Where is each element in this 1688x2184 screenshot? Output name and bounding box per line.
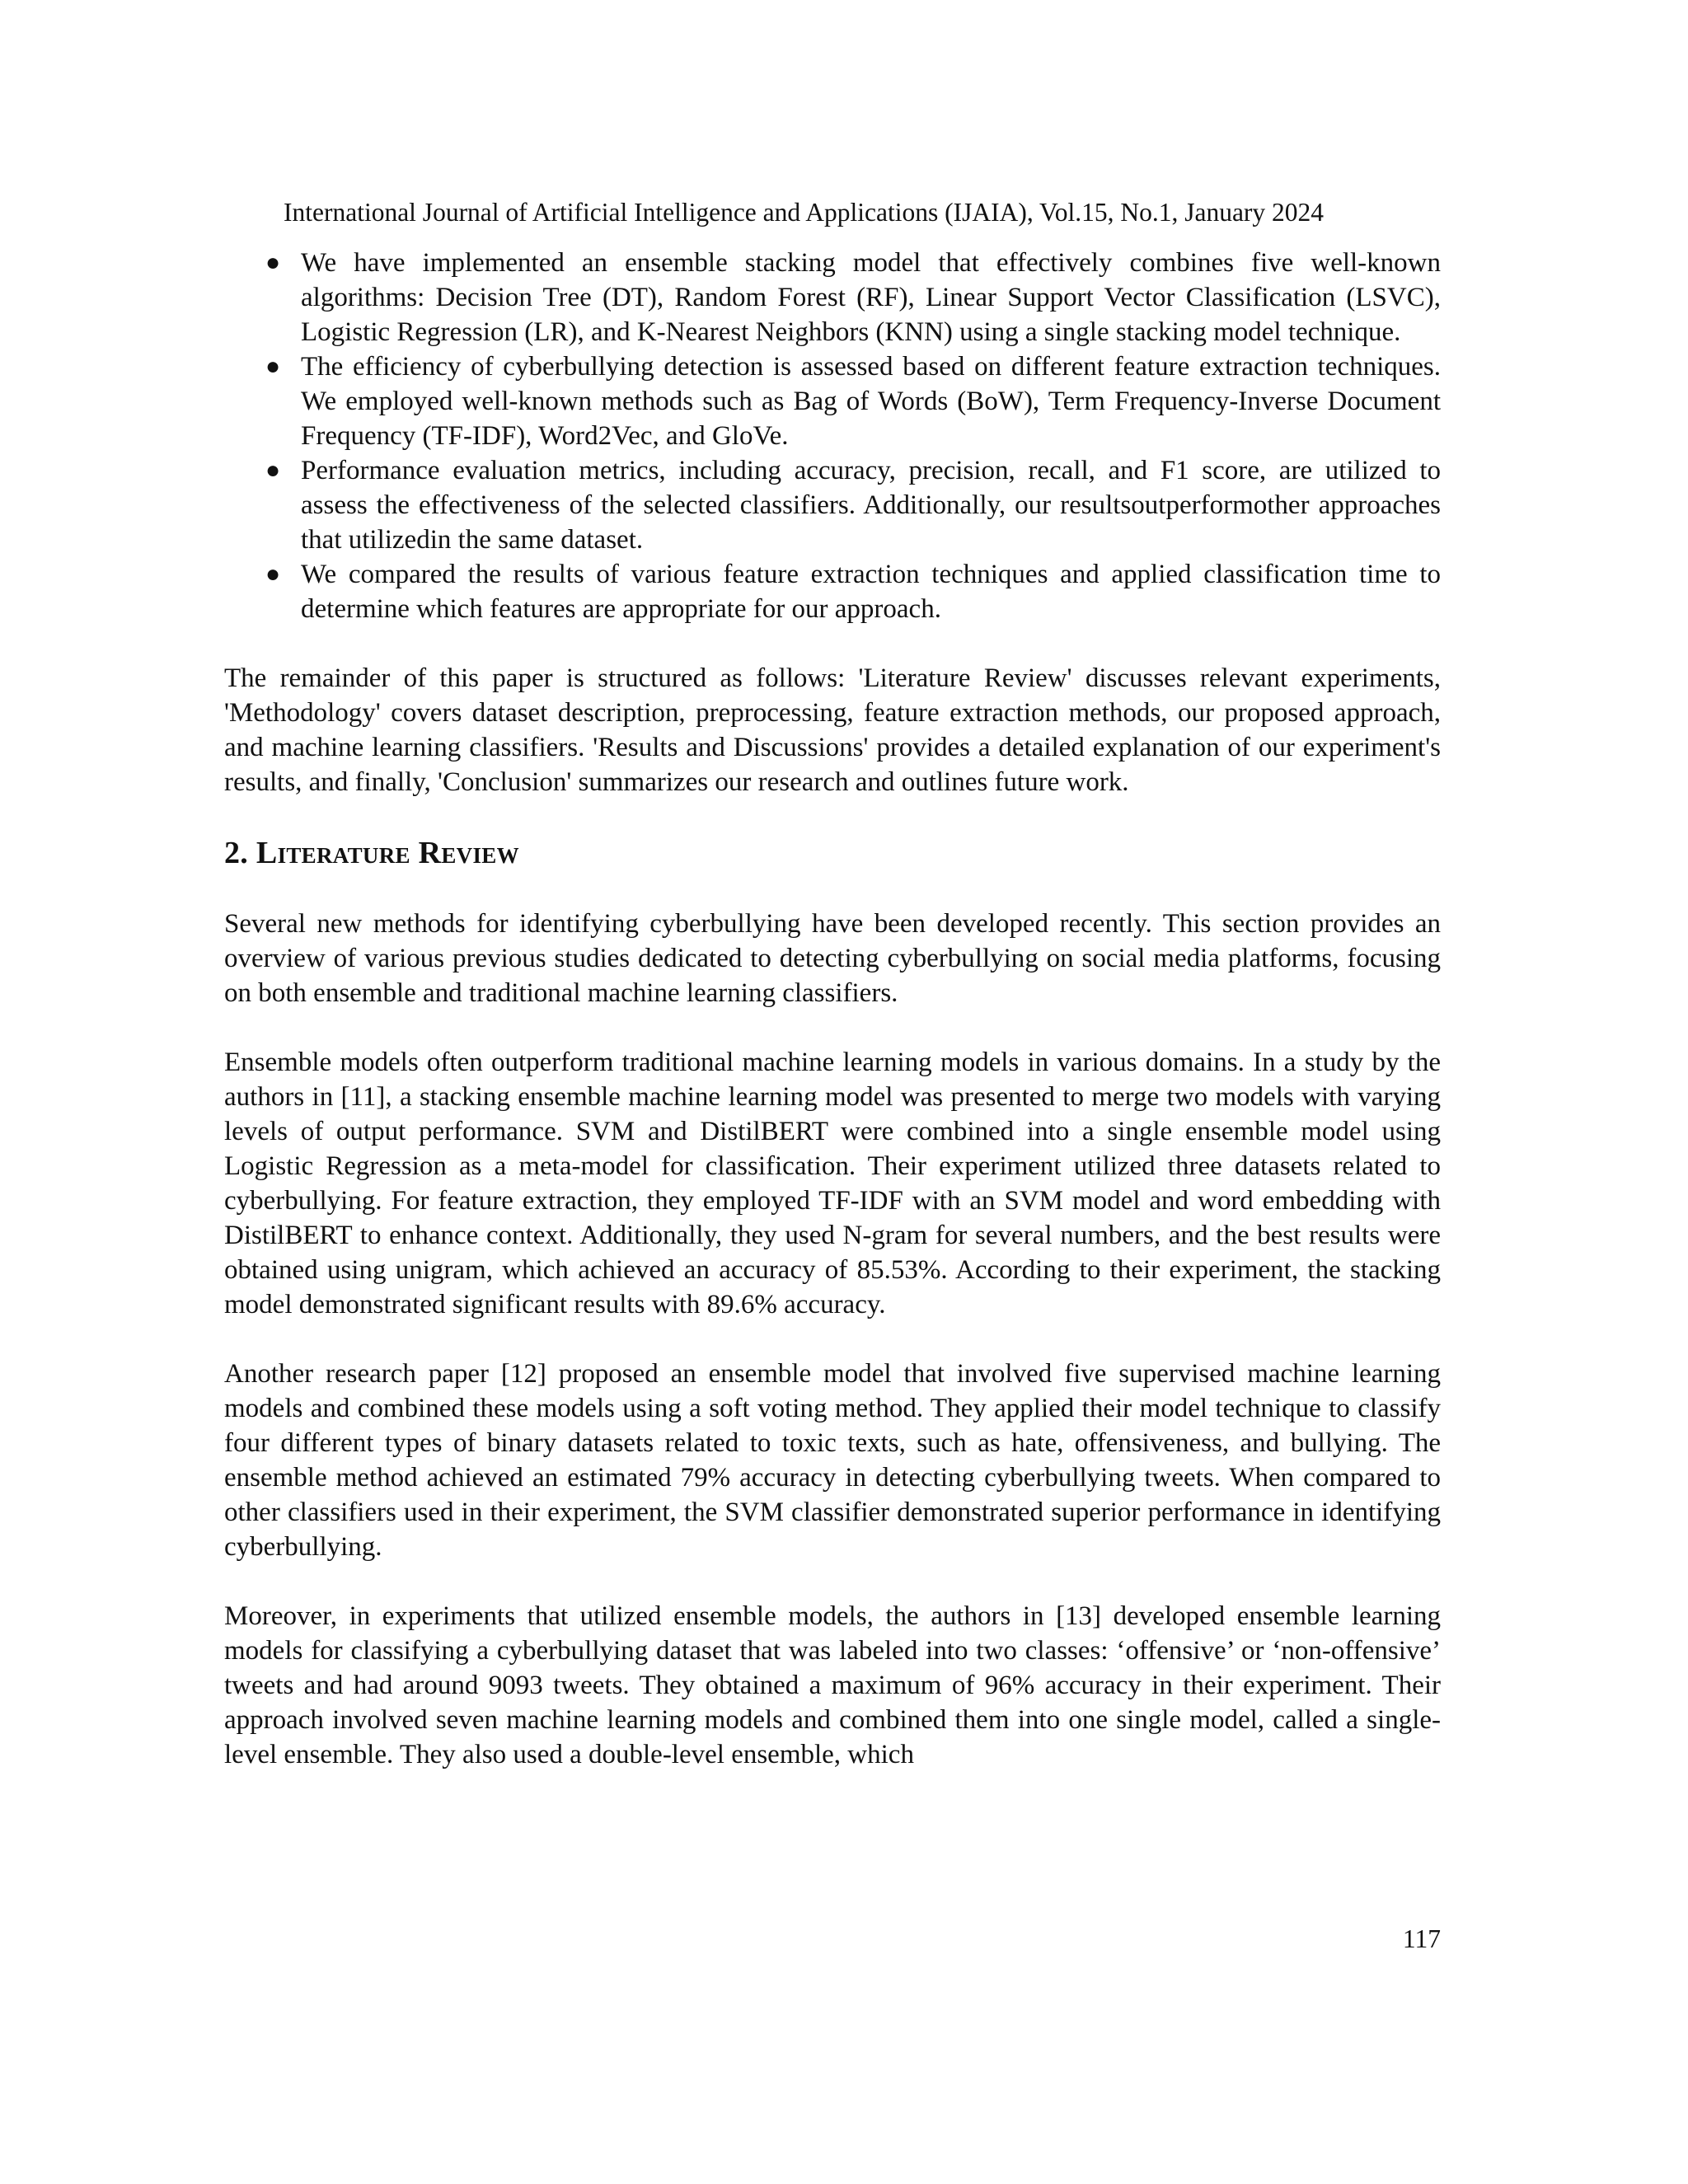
- list-item-text: Performance evaluation metrics, including accuracy, precision, recall, and F1 score, are utilized to assess the effectiveness of the selected classifiers. Additionally, our resultsoutperformother approaches that utilizedin the same dataset.: [301, 456, 1441, 555]
- list-item-text: We compared the results of various feature extraction techniques and applied classification time to determine which features are appropriate for our approach.: [301, 560, 1441, 624]
- list-item: [224, 453, 1441, 557]
- list-item-text: We have implemented an ensemble stacking model that effectively combines five well-known algorithms: Decision Tree (DT), Random Forest (RF), Linear Support Vector Classification (LSVC), Logistic Regression (LR), and K-Nearest Neighbors (KNN) using a single stacking model technique.: [301, 248, 1441, 347]
- list-item: [224, 246, 1441, 349]
- list-item: [224, 557, 1441, 626]
- section-heading: [224, 834, 1441, 872]
- bullet-icon: ●: [265, 457, 281, 484]
- bullet-icon: ●: [265, 560, 281, 588]
- list-item-text: The efficiency of cyberbullying detection is assessed based on different feature extraction techniques. We employed well-known methods such as Bag of Words (BoW), Term Frequency-Inverse Document Frequency (TF-IDF), Word2Vec, and GloVe.: [301, 352, 1441, 451]
- body-paragraph: Moreover, in experiments that utilized ensemble models, the authors in [13] developed ensemble learning models for classifying a cyberbullying dataset that was labeled into two classes: ‘offensive’ or ‘non-offensive’ tweets and had around 9093 tweets. They obtained a maximum of 96% accuracy in their experiment. Their approach involved seven machine learning models and combined them into one single model, called a single-level ensemble. They also used a double-level ensemble, which: [224, 1601, 1441, 1769]
- page-content: [224, 246, 1441, 1772]
- body-paragraph: Another research paper [12] proposed an ensemble model that involved five supervised machine learning models and combined these models using a soft voting method. They applied their model technique to classify four different types of binary datasets related to toxic texts, such as hate, offensiveness, and bullying. The ensemble method achieved an estimated 79% accuracy in detecting cyberbullying tweets. When compared to other classifiers used in their experiment, the SVM classifier demonstrated superior performance in identifying cyberbullying.: [224, 1359, 1441, 1562]
- bullet-icon: ●: [265, 249, 281, 276]
- running-header: International Journal of Artificial Intelligence and Applications (IJAIA), Vol.15, No.1, January 2024: [284, 198, 1325, 227]
- page-number: 117: [1402, 1924, 1441, 1953]
- list-item: [224, 349, 1441, 453]
- body-paragraph: Ensemble models often outperform traditional machine learning models in various domains. In a study by the authors in [11], a stacking ensemble machine learning model was presented to merge two models with varying levels of output performance. SVM and DistilBERT were combined into a single ensemble model using Logistic Regression as a meta-model for classification. Their experiment utilized three datasets related to cyberbullying. For feature extraction, they employed TF-IDF with an SVM model and word embedding with DistilBERT to enhance context. Additionally, they used N-gram for several numbers, and the best results were obtained using unigram, which achieved an accuracy of 85.53%. According to their experiment, the stacking model demonstrated significant results with 89.6% accuracy.: [224, 1047, 1441, 1319]
- contribution-list: [224, 246, 1441, 626]
- paper-structure-paragraph: The remainder of this paper is structured as follows: 'Literature Review' discusses relevant experiments, 'Methodology' covers dataset description, preprocessing, feature extraction methods, our proposed approach, and machine learning classifiers. 'Results and Discussions' provides a detailed explanation of our experiment's results, and finally, 'Conclusion' summarizes our research and outlines future work.: [224, 663, 1441, 797]
- body-paragraph: Several new methods for identifying cyberbullying have been developed recently. This section provides an overview of various previous studies dedicated to detecting cyberbullying on social media platforms, focusing on both ensemble and traditional machine learning classifiers.: [224, 909, 1441, 1008]
- section-number: 2.: [224, 836, 249, 870]
- section-title: Literature Review: [256, 836, 519, 870]
- bullet-icon: ●: [265, 353, 281, 380]
